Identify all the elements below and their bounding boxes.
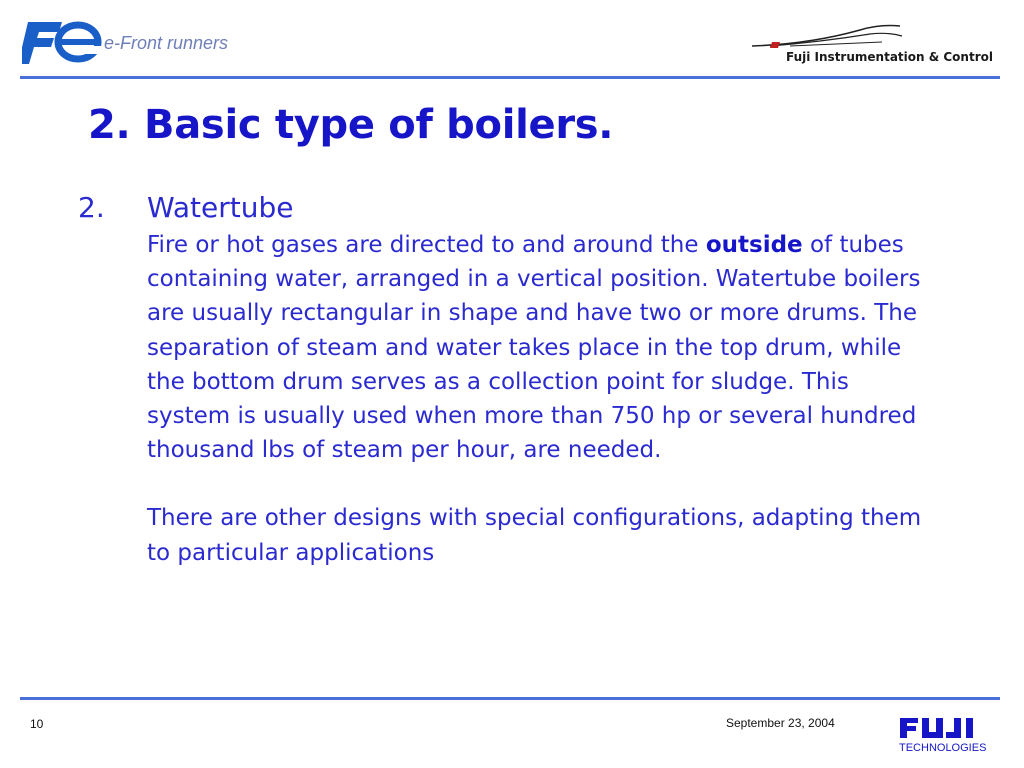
footer-date: September 23, 2004 — [726, 716, 835, 730]
list-number: 2. — [78, 191, 105, 224]
fuji-logo — [898, 716, 982, 740]
tagline: e-Front runners — [104, 33, 229, 53]
p1-text-before: Fire or hot gases are directed to and around the — [147, 232, 706, 258]
page-title: 2. Basic type of boilers. — [88, 102, 614, 148]
item-body — [147, 228, 937, 570]
paragraph-1 — [147, 228, 937, 467]
page-number: 10 — [30, 717, 44, 731]
fuji-technologies-label: TECHNOLOGIES — [899, 742, 987, 754]
company-name: Fuji Instrumentation & Control — [786, 50, 993, 64]
paragraph-2: There are other designs with special configurations, adapting them to particular applications — [147, 505, 922, 566]
footer-divider — [20, 697, 1000, 700]
fe-logo — [22, 16, 104, 68]
item-heading: Watertube — [147, 191, 294, 224]
emphasis-outside: outside — [705, 232, 803, 258]
header-divider — [20, 76, 1000, 79]
fuji-swoosh-logo — [750, 20, 910, 52]
p1-text-after: of tubes containing water, arranged in a vertical position. Watertube boilers are usually rectangular in shape and have two or more drums. The separation of steam and water takes place in the top drum, while the bottom drum serves as a collection point for sludge. This system is usually used when more than 750 hp or several hundred thousand lbs of steam per hour, are needed. — [147, 232, 921, 464]
